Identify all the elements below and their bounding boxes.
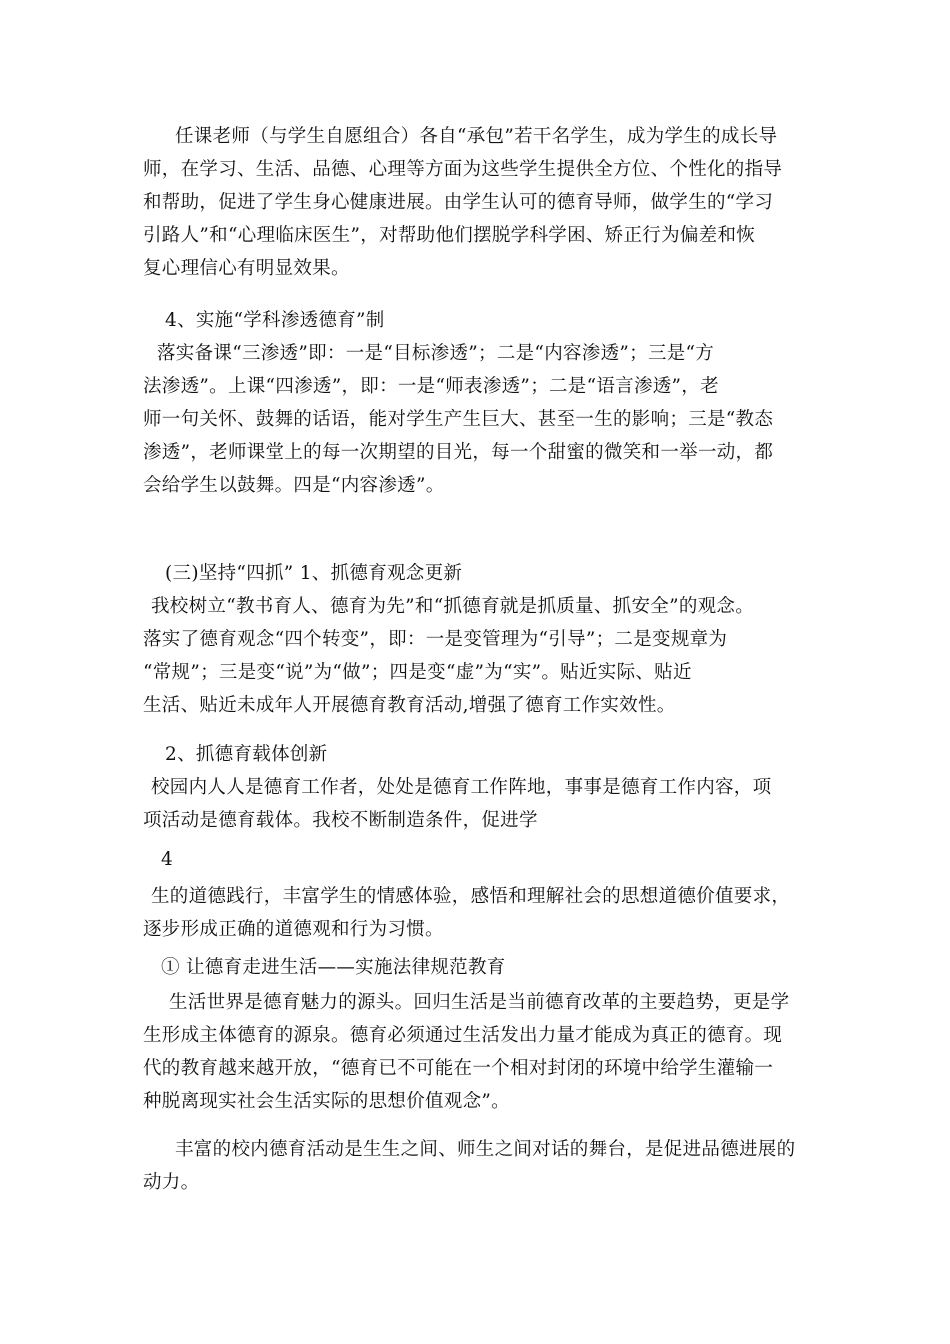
text-line: 校园内人人是德育工作者，处处是德育工作阵地，事事是德育工作内容，项 — [151, 777, 772, 798]
text-line: 生活世界是德育魅力的源头。回归生活是当前德育改革的主要趋势，更是学 — [169, 992, 790, 1013]
text-line: 和帮助，促进了学生身心健康进展。由学生认可的德育导师，做学生的“学习 — [143, 192, 774, 213]
text-line: 师，在学习、生活、品德、心理等方面为这些学生提供全方位、个性化的指导 — [143, 159, 783, 180]
heading-carrier-innovation — [143, 738, 809, 771]
text-line: 逐步形成正确的道德观和行为习惯。 — [143, 919, 444, 940]
text-line: 生形成主体德育的源泉。德育必须通过生活发出力量才能成为真正的德育。现 — [143, 1025, 783, 1046]
text-line: 师一句关怀、鼓舞的话语，能对学生产生巨大、甚至一生的影响；三是“教态 — [143, 409, 774, 430]
page-number — [143, 843, 809, 876]
paragraph-campus-activities — [143, 1133, 809, 1199]
heading-four-grasps — [143, 557, 809, 590]
heading-text: ① 让德育走进生活——实施法律规范教育 — [161, 957, 506, 978]
text-line: 落实备课“三渗透”即：一是“目标渗透”；二是“内容渗透”；三是“方 — [157, 343, 715, 364]
text-line: 复心理信心有明显效果。 — [143, 258, 350, 279]
text-line: 丰富的校内德育活动是生生之间、师生之间对话的舞台，是促进品德进展的 — [175, 1139, 796, 1160]
heading-text: 2、抓德育载体创新 — [165, 744, 328, 765]
heading-text: (三)坚持“四抓” 1、抓德育观念更新 — [165, 563, 463, 584]
text-line: 动力。 — [143, 1172, 200, 1193]
paragraph-three-infiltrations — [143, 337, 809, 502]
text-line: 项活动是德育载体。我校不断制造条件，促进学 — [143, 810, 538, 831]
page-number-text: 4 — [161, 849, 174, 870]
text-line: 我校树立“教书育人、德育为先”和“抓德育就是抓质量、抓安全”的观念。 — [151, 596, 755, 617]
text-line: 引路人”和“心理临床医生”，对帮助他们摆脱学科学困、矫正行为偏差和恢 — [143, 225, 756, 246]
heading-subject-infiltration — [143, 304, 809, 337]
text-line: 落实了德育观念“四个转变”，即：一是变管理为“引导”；二是变规章为 — [143, 629, 728, 650]
paragraph-mentor-system — [143, 120, 809, 285]
heading-text: 4、实施“学科渗透德育”制 — [165, 310, 385, 331]
text-line: 种脱离现实社会生活实际的思想价值观念”。 — [143, 1091, 510, 1112]
paragraph-moral-concept — [143, 590, 809, 722]
paragraph-moral-practice — [143, 880, 809, 946]
text-line: 会给学生以鼓舞。四是“内容渗透”。 — [143, 475, 445, 496]
text-line: 法渗透”。上课“四渗透”，即：一是“师表渗透”；二是“语言渗透”，老 — [143, 376, 719, 397]
text-line: 生活、贴近未成年人开展德育教育活动,增强了德育工作实效性。 — [143, 695, 676, 716]
text-line: 生的道德践行，丰富学生的情感体验，感悟和理解社会的思想道德价值要求， — [151, 886, 791, 907]
heading-moral-into-life — [143, 951, 809, 984]
text-line: 渗透”，老师课堂上的每一次期望的目光，每一个甜蜜的微笑和一举一动，都 — [143, 442, 774, 463]
paragraph-life-world — [143, 986, 809, 1118]
text-line: “常规”；三是变“说”为“做”；四是变“虚”为“实”。贴近实际、贴近 — [143, 662, 692, 683]
text-line: 任课老师（与学生自愿组合）各自“承包”若干名学生，成为学生的成长导 — [175, 126, 778, 147]
paragraph-campus-carrier — [143, 771, 809, 837]
text-line: 代的教育越来越开放，“德育已不可能在一个相对封闭的环境中给学生灌输一 — [143, 1058, 774, 1079]
